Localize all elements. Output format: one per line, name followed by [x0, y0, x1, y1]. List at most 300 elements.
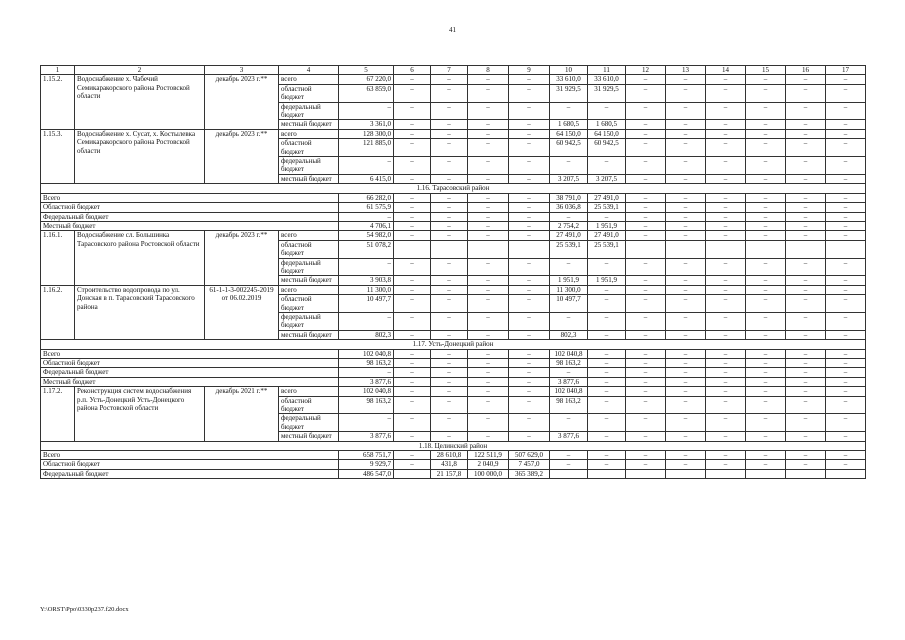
value-cell: – [468, 221, 509, 230]
value-cell: – [626, 84, 666, 102]
item-name: Строительство водопровода по ул. Донская в п. Тарасовский Тарасовского района [75, 285, 205, 339]
value-cell [706, 240, 746, 258]
value-cell: – [431, 231, 468, 240]
value-cell: – [394, 460, 431, 469]
value-cell: – [706, 75, 746, 84]
value-cell: – [666, 451, 706, 460]
value-cell: – [666, 258, 706, 276]
value-cell: – [468, 312, 509, 330]
value-cell: – [431, 368, 468, 377]
table-row [41, 387, 866, 396]
item-name: Реконструкция систем водоснабжения р.п. Усть-Донецкий Усть-Донецкого района Ростовской области [75, 387, 205, 441]
total-row [41, 451, 866, 460]
value-cell [588, 469, 626, 478]
value-cell: – [509, 75, 550, 84]
value-cell: – [706, 414, 746, 432]
value-cell: 3 207,5 [588, 174, 626, 183]
value-cell: – [746, 129, 786, 138]
value-cell: – [786, 387, 826, 396]
page-number: 41 [449, 26, 456, 34]
value-cell: – [786, 84, 826, 102]
value-cell: – [706, 368, 746, 377]
value-cell: – [746, 75, 786, 84]
value-cell: – [588, 295, 626, 313]
value-cell: – [746, 349, 786, 358]
value-cell: – [826, 312, 866, 330]
value-cell: 25 539,1 [550, 240, 588, 258]
value-cell: 51 078,2 [339, 240, 394, 258]
value-cell: – [826, 157, 866, 175]
value-cell: – [588, 359, 626, 368]
value-cell: 28 610,8 [431, 451, 468, 460]
value-cell: – [431, 330, 468, 339]
table-row [41, 75, 866, 84]
value-cell: – [431, 349, 468, 358]
value-cell: 67 220,0 [339, 75, 394, 84]
value-cell: 61 575,9 [339, 203, 394, 212]
value-cell: – [706, 231, 746, 240]
value-cell: – [826, 414, 866, 432]
value-cell: – [431, 157, 468, 175]
value-cell: – [588, 368, 626, 377]
value-cell: 3 877,6 [550, 432, 588, 441]
value-cell: – [666, 359, 706, 368]
section-row [41, 340, 866, 349]
total-row [41, 221, 866, 230]
item-number: 1.15.2. [41, 75, 75, 129]
value-cell [550, 469, 588, 478]
value-cell: – [746, 193, 786, 202]
value-cell: – [706, 84, 746, 102]
value-cell: – [626, 203, 666, 212]
value-cell: – [394, 75, 431, 84]
value-cell: – [666, 212, 706, 221]
value-cell: – [826, 139, 866, 157]
funding-source: всего [279, 285, 339, 294]
column-number: 9 [509, 66, 550, 75]
value-cell: – [509, 174, 550, 183]
value-cell: 102 040,8 [339, 387, 394, 396]
total-row [41, 368, 866, 377]
value-cell: – [431, 120, 468, 129]
value-cell: 27 491,0 [588, 231, 626, 240]
value-cell: 98 163,2 [339, 396, 394, 414]
value-cell: – [509, 368, 550, 377]
value-cell: 63 859,0 [339, 84, 394, 102]
value-cell: – [746, 258, 786, 276]
value-cell: – [509, 231, 550, 240]
item-deadline: декабрь 2021 г.** [205, 387, 279, 441]
value-cell: 33 610,0 [588, 75, 626, 84]
value-cell: – [550, 157, 588, 175]
value-cell: – [468, 193, 509, 202]
value-cell: 365 389,2 [509, 469, 550, 478]
value-cell: – [394, 212, 431, 221]
value-cell: – [746, 432, 786, 441]
value-cell: – [394, 349, 431, 358]
value-cell: – [394, 330, 431, 339]
value-cell: – [626, 120, 666, 129]
value-cell: – [786, 203, 826, 212]
value-cell: – [509, 84, 550, 102]
value-cell: – [626, 129, 666, 138]
value-cell: – [509, 157, 550, 175]
value-cell: – [431, 377, 468, 386]
value-cell: – [626, 432, 666, 441]
value-cell: – [786, 368, 826, 377]
value-cell: – [786, 231, 826, 240]
value-cell: 802,3 [550, 330, 588, 339]
value-cell: – [666, 84, 706, 102]
value-cell: – [588, 460, 626, 469]
value-cell: – [746, 312, 786, 330]
value-cell: – [826, 460, 866, 469]
value-cell: – [666, 276, 706, 285]
total-label: Местный бюджет [41, 377, 339, 386]
value-cell: – [826, 359, 866, 368]
value-cell: – [746, 414, 786, 432]
value-cell: – [468, 139, 509, 157]
item-number: 1.16.1. [41, 231, 75, 285]
value-cell: – [431, 414, 468, 432]
value-cell: – [339, 157, 394, 175]
value-cell: – [706, 120, 746, 129]
value-cell: 102 040,8 [550, 349, 588, 358]
value-cell: 3 877,6 [550, 377, 588, 386]
value-cell: – [509, 203, 550, 212]
value-cell: – [746, 157, 786, 175]
funding-source: местный бюджет [279, 276, 339, 285]
column-number: 3 [205, 66, 279, 75]
funding-source: федеральный бюджет [279, 102, 339, 120]
value-cell [706, 469, 746, 478]
value-cell: 1 951,9 [550, 276, 588, 285]
value-cell: – [826, 285, 866, 294]
total-label: Всего [41, 451, 339, 460]
column-number: 11 [588, 66, 626, 75]
value-cell: 431,8 [431, 460, 468, 469]
value-cell: – [626, 451, 666, 460]
value-cell [666, 469, 706, 478]
value-cell: – [666, 377, 706, 386]
value-cell: – [509, 102, 550, 120]
value-cell: – [786, 414, 826, 432]
value-cell: – [786, 129, 826, 138]
value-cell: – [746, 139, 786, 157]
funding-source: всего [279, 129, 339, 138]
value-cell: – [746, 359, 786, 368]
value-cell: – [786, 312, 826, 330]
value-cell: – [394, 139, 431, 157]
value-cell: – [626, 193, 666, 202]
value-cell: – [826, 129, 866, 138]
total-label: Всего [41, 349, 339, 358]
value-cell: 11 300,0 [339, 285, 394, 294]
value-cell: – [746, 203, 786, 212]
value-cell: – [550, 451, 588, 460]
item-number: 1.15.3. [41, 129, 75, 183]
value-cell: – [550, 102, 588, 120]
item-deadline: декабрь 2023 г.** [205, 231, 279, 285]
value-cell: – [746, 102, 786, 120]
value-cell: – [468, 174, 509, 183]
column-number: 10 [550, 66, 588, 75]
value-cell [746, 240, 786, 258]
value-cell: – [394, 231, 431, 240]
column-number: 5 [339, 66, 394, 75]
funding-source: местный бюджет [279, 174, 339, 183]
value-cell: – [746, 377, 786, 386]
value-cell: – [431, 312, 468, 330]
value-cell: 3 877,6 [339, 377, 394, 386]
value-cell: – [786, 120, 826, 129]
value-cell: – [666, 414, 706, 432]
value-cell [786, 469, 826, 478]
column-number: 16 [786, 66, 826, 75]
value-cell: – [339, 312, 394, 330]
value-cell: – [826, 221, 866, 230]
value-cell: – [706, 174, 746, 183]
value-cell: – [588, 312, 626, 330]
value-cell: – [431, 129, 468, 138]
value-cell: – [826, 174, 866, 183]
value-cell: – [509, 330, 550, 339]
value-cell: 128 300,0 [339, 129, 394, 138]
value-cell: – [626, 102, 666, 120]
value-cell: – [509, 387, 550, 396]
value-cell: 2 754,2 [550, 221, 588, 230]
value-cell: – [468, 285, 509, 294]
value-cell: – [666, 432, 706, 441]
value-cell: – [706, 139, 746, 157]
value-cell: 6 415,0 [339, 174, 394, 183]
section-title: 1.17. Усть-Донецкий район [41, 340, 866, 349]
value-cell: 1 680,5 [588, 120, 626, 129]
value-cell: – [786, 330, 826, 339]
value-cell [826, 469, 866, 478]
value-cell: – [826, 349, 866, 358]
value-cell: – [666, 312, 706, 330]
value-cell: 10 497,7 [339, 295, 394, 313]
section-title: 1.18. Целинский район [41, 441, 866, 450]
value-cell: – [666, 349, 706, 358]
value-cell: – [394, 102, 431, 120]
value-cell: – [468, 387, 509, 396]
value-cell: – [431, 139, 468, 157]
value-cell: – [746, 231, 786, 240]
value-cell: 507 629,0 [509, 451, 550, 460]
value-cell: 1 680,5 [550, 120, 588, 129]
value-cell: 25 539,1 [588, 240, 626, 258]
value-cell: – [786, 157, 826, 175]
value-cell: 54 982,0 [339, 231, 394, 240]
value-cell: 60 942,5 [588, 139, 626, 157]
value-cell: – [706, 193, 746, 202]
value-cell: – [339, 212, 394, 221]
value-cell: – [550, 212, 588, 221]
value-cell: 64 150,0 [588, 129, 626, 138]
value-cell: – [826, 258, 866, 276]
total-label: Федеральный бюджет [41, 368, 339, 377]
value-cell: – [509, 212, 550, 221]
value-cell: 122 511,9 [468, 451, 509, 460]
value-cell: – [509, 312, 550, 330]
budget-table [40, 65, 866, 479]
value-cell: – [431, 359, 468, 368]
value-cell: 100 000,0 [468, 469, 509, 478]
total-label: Федеральный бюджет [41, 469, 339, 478]
value-cell: – [431, 102, 468, 120]
value-cell: – [588, 432, 626, 441]
value-cell: – [666, 193, 706, 202]
value-cell: – [550, 258, 588, 276]
value-cell: – [509, 359, 550, 368]
section-row [41, 184, 866, 193]
value-cell: – [826, 193, 866, 202]
column-number: 14 [706, 66, 746, 75]
value-cell: – [786, 460, 826, 469]
item-deadline: декабрь 2023 г.** [205, 129, 279, 183]
value-cell: 121 885,0 [339, 139, 394, 157]
column-number: 6 [394, 66, 431, 75]
value-cell: – [468, 377, 509, 386]
column-number: 13 [666, 66, 706, 75]
value-cell: – [468, 75, 509, 84]
value-cell: – [626, 460, 666, 469]
total-row [41, 359, 866, 368]
value-cell: – [706, 157, 746, 175]
value-cell: – [394, 387, 431, 396]
value-cell: – [786, 212, 826, 221]
value-cell: – [394, 285, 431, 294]
value-cell: – [826, 330, 866, 339]
value-cell: – [826, 368, 866, 377]
table-row [41, 285, 866, 294]
value-cell: 60 942,5 [550, 139, 588, 157]
column-number: 8 [468, 66, 509, 75]
funding-source: областной бюджет [279, 139, 339, 157]
column-number: 12 [626, 66, 666, 75]
value-cell: – [394, 359, 431, 368]
value-cell: – [468, 276, 509, 285]
value-cell: – [394, 451, 431, 460]
value-cell: – [509, 129, 550, 138]
value-cell: – [550, 312, 588, 330]
value-cell: 4 706,1 [339, 221, 394, 230]
value-cell: – [706, 295, 746, 313]
total-row [41, 469, 866, 478]
value-cell: – [706, 129, 746, 138]
funding-source: федеральный бюджет [279, 312, 339, 330]
value-cell: 98 163,2 [339, 359, 394, 368]
value-cell: 486 547,0 [339, 469, 394, 478]
total-label: Областной бюджет [41, 460, 339, 469]
value-cell: – [746, 295, 786, 313]
value-cell: 66 282,0 [339, 193, 394, 202]
funding-source: федеральный бюджет [279, 258, 339, 276]
value-cell: – [468, 349, 509, 358]
value-cell: – [509, 258, 550, 276]
funding-source: федеральный бюджет [279, 414, 339, 432]
value-cell: 33 610,0 [550, 75, 588, 84]
value-cell: – [588, 451, 626, 460]
value-cell: – [431, 285, 468, 294]
value-cell: – [666, 231, 706, 240]
value-cell: 3 877,6 [339, 432, 394, 441]
value-cell: – [588, 102, 626, 120]
value-cell: – [394, 396, 431, 414]
value-cell: – [509, 120, 550, 129]
funding-source: областной бюджет [279, 84, 339, 102]
value-cell: – [468, 129, 509, 138]
value-cell: – [626, 276, 666, 285]
value-cell: – [626, 157, 666, 175]
value-cell: – [431, 174, 468, 183]
document-path-footer: Y:\ORST\Ppo\0330p237.f20.docx [40, 606, 129, 613]
value-cell [626, 469, 666, 478]
value-cell: – [626, 174, 666, 183]
value-cell: – [394, 414, 431, 432]
value-cell: – [431, 75, 468, 84]
value-cell: – [666, 387, 706, 396]
funding-source: местный бюджет [279, 120, 339, 129]
value-cell: 10 497,7 [550, 295, 588, 313]
value-cell: – [746, 460, 786, 469]
value-cell: – [786, 75, 826, 84]
value-cell: – [626, 295, 666, 313]
column-number: 2 [75, 66, 205, 75]
value-cell: 802,3 [339, 330, 394, 339]
value-cell: – [394, 276, 431, 285]
total-label: Федеральный бюджет [41, 212, 339, 221]
value-cell: – [786, 295, 826, 313]
value-cell: – [706, 203, 746, 212]
value-cell: – [706, 432, 746, 441]
column-number: 4 [279, 66, 339, 75]
funding-source: всего [279, 231, 339, 240]
value-cell: – [746, 330, 786, 339]
value-cell: – [706, 312, 746, 330]
value-cell: – [786, 396, 826, 414]
value-cell: – [468, 231, 509, 240]
value-cell: – [826, 432, 866, 441]
value-cell: – [626, 212, 666, 221]
value-cell: – [666, 157, 706, 175]
value-cell: – [431, 396, 468, 414]
value-cell: – [509, 432, 550, 441]
value-cell: – [394, 203, 431, 212]
value-cell: – [826, 451, 866, 460]
value-cell: – [431, 387, 468, 396]
value-cell: – [706, 258, 746, 276]
value-cell: – [826, 120, 866, 129]
value-cell: – [550, 460, 588, 469]
value-cell: – [706, 221, 746, 230]
item-name: Водоснабжение сл. Большинка Тарасовского района Ростовской области [75, 231, 205, 285]
value-cell: – [626, 231, 666, 240]
value-cell [786, 240, 826, 258]
value-cell: – [468, 359, 509, 368]
value-cell: – [786, 221, 826, 230]
value-cell: – [339, 368, 394, 377]
value-cell: – [626, 258, 666, 276]
value-cell: – [666, 129, 706, 138]
value-cell: – [550, 414, 588, 432]
value-cell: – [550, 368, 588, 377]
value-cell [394, 469, 431, 478]
value-cell [468, 240, 509, 258]
section-row [41, 441, 866, 450]
